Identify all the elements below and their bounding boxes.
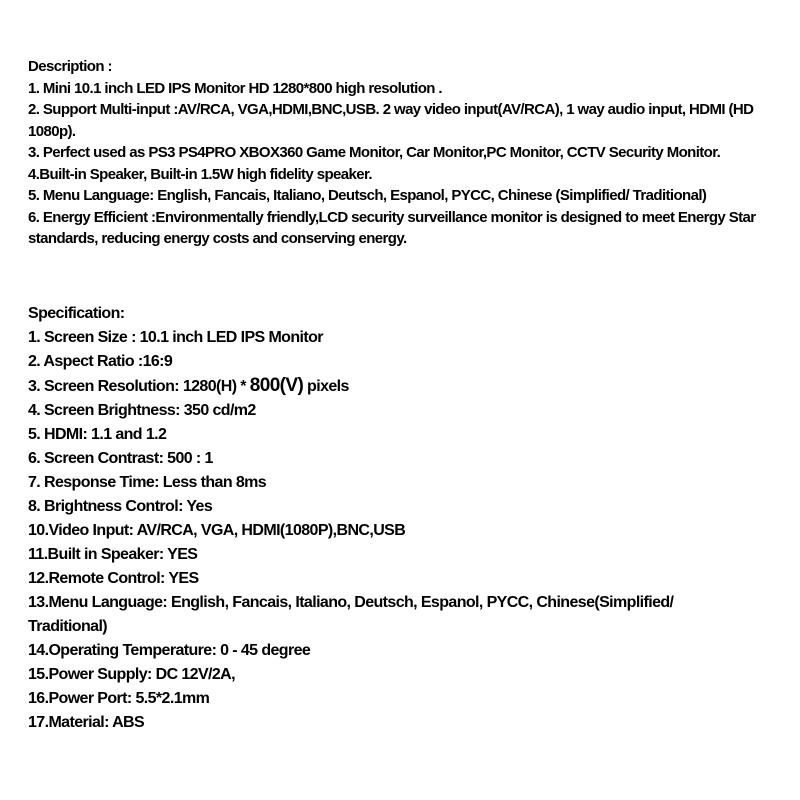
text-line: 1. Mini 10.1 inch LED IPS Monitor HD 1280*800 high resolution . <box>28 79 442 97</box>
text-line: 7. Response Time: Less than 8ms <box>28 473 267 491</box>
text-line: 13.Menu Language: English, Fancais, Italiano, Deutsch, Espanol, PYCC, Chinese(Simplified/ <box>28 593 674 611</box>
text-line: 2. Aspect Ratio :16:9 <box>28 352 173 370</box>
specification-lines-top <box>28 326 780 374</box>
text-line: 3. Perfect used as PS3 PS4PRO XBOX360 Game Monitor, Car Monitor,PC Monitor, CCTV Security Monitor. <box>28 144 721 161</box>
resolution-prefix: 3. Screen Resolution: 1280(H) * <box>28 377 250 395</box>
text-line: 2. Support Multi-input :AV/RCA, VGA,HDMI,BNC,USB. 2 way video input(AV/RCA), 1 way audio input, HDMI (HD <box>28 101 754 118</box>
description-lines <box>28 78 780 250</box>
text-line: 10.Video Input: AV/RCA, VGA, HDMI(1080P),BNC,USB <box>28 521 406 539</box>
text-line: 16.Power Port: 5.5*2.1mm <box>28 689 210 707</box>
text-line: 5. Menu Language: English, Fancais, Italiano, Deutsch, Espanol, PYCC, Chinese (Simplified/ Traditional) <box>28 187 707 204</box>
resolution-suffix: pixels <box>303 377 349 395</box>
resolution-highlight: 800(V) <box>249 374 304 396</box>
text-line: 12.Remote Control: YES <box>28 569 199 587</box>
spec-resolution-line <box>28 374 780 399</box>
text-line: standards, reducing energy costs and conserving energy. <box>28 230 407 247</box>
description-heading: Description : <box>28 58 112 75</box>
text-line: Traditional) <box>28 617 108 635</box>
text-line: 6. Screen Contrast: 500 : 1 <box>28 449 213 467</box>
text-line: 8. Brightness Control: Yes <box>28 497 213 515</box>
description-section <box>28 56 780 250</box>
text-line: 15.Power Supply: DC 12V/2A, <box>28 665 235 683</box>
text-line: 4.Built-in Speaker, Built-in 1.5W high fidelity speaker. <box>28 165 372 183</box>
text-line: 11.Built in Speaker: YES <box>28 545 198 563</box>
text-line: 6. Energy Efficient :Environmentally friendly,LCD security surveillance monitor is designed to meet Energy Star <box>28 208 756 226</box>
text-line: 4. Screen Brightness: 350 cd/m2 <box>28 401 256 419</box>
specification-section <box>28 302 780 735</box>
specification-lines-bottom <box>28 399 780 735</box>
text-line: 1. Screen Size : 10.1 inch LED IPS Monitor <box>28 328 323 346</box>
text-line: 5. HDMI: 1.1 and 1.2 <box>28 425 167 443</box>
text-line: 14.Operating Temperature: 0 - 45 degree <box>28 641 311 659</box>
text-line: 17.Material: ABS <box>28 713 145 731</box>
specification-heading: Specification: <box>28 304 125 322</box>
text-line: 1080p). <box>28 122 76 140</box>
